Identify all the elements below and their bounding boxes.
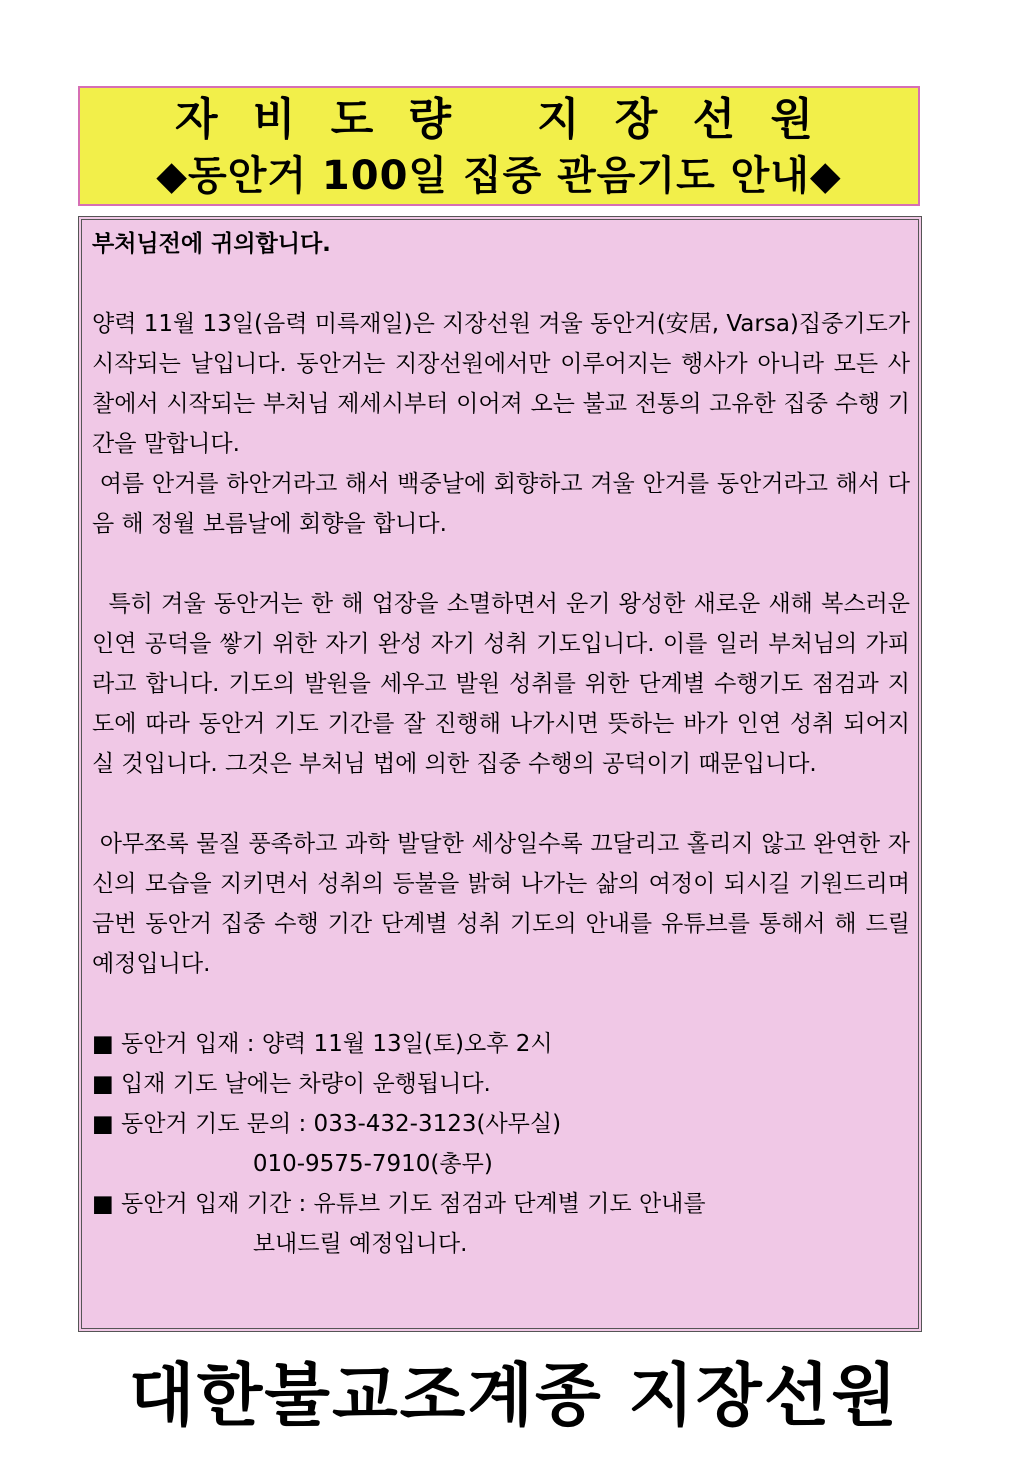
header-banner	[78, 86, 920, 206]
header-subtitle: ◆동안거 100일 집중 관음기도 안내◆	[156, 153, 842, 199]
info-item: 보내드릴 예정입니다.	[92, 1231, 468, 1257]
info-item: ■ 동안거 기도 문의 : 033-432-3123(사무실)	[92, 1111, 562, 1137]
info-item: ■ 동안거 입재 기간 : 유튜브 기도 점검과 단계별 기도 안내를	[92, 1191, 706, 1217]
info-item: ■ 입재 기도 날에는 차량이 운행됩니다.	[92, 1071, 491, 1097]
notice-box	[78, 216, 922, 1332]
info-item: 010-9575-7910(총무)	[92, 1151, 493, 1177]
header-title: 자 비 도 량 지 장 선 원	[175, 94, 823, 145]
paragraph-1: 양력 11월 13일(음력 미륵재일)은 지장선원 겨울 동안거(安居, Varsa)집중기도가 시작되는 날입니다. 동안거는 지장선원에서만 이루어지는 행사가 아니라 모든 사찰에서 시작되는 부처님 제세시부터 이어져 오는 불교 전통의 고유한 집중 수행 기간을 말합니다.	[92, 311, 910, 457]
info-list	[92, 1024, 910, 1264]
greeting: 부처님전에 귀의합니다.	[92, 231, 331, 257]
paragraph-4: 아무쪼록 물질 풍족하고 과학 발달한 세상일수록 끄달리고 홀리지 않고 완연한 자신의 모습을 지키면서 성취의 등불을 밝혀 나가는 삶의 여정이 되시길 기원드리며 금번 동안거 집중 수행 기간 단계별 성취 기도의 안내를 유튜브를 통해서 해 드릴 예정입니다.	[92, 831, 918, 977]
paragraph-3: 특히 겨울 동안거는 한 해 업장을 소멸하면서 운기 왕성한 새로운 새해 복스러운 인연 공덕을 쌓기 위한 자기 완성 자기 성취 기도입니다. 이를 일러 부처님의 가피라고 합니다. 기도의 발원을 세우고 발원 성취를 위한 단계별 수행기도 점검과 지도에 따라 동안거 기도 기간를 잘 진행해 나가시면 뜻하는 바가 인연 성취 되어지실 것입니다. 그것은 부처님 법에 의한 집중 수행의 공덕이기 때문입니다.	[92, 591, 918, 777]
info-item: ■ 동안거 입재 : 양력 11월 13일(토)오후 2시	[92, 1031, 553, 1057]
footer-organization: 대한불교조계종 지장선원	[128, 1357, 900, 1436]
paragraph-2: 여름 안거를 하안거라고 해서 백중날에 회향하고 겨울 안거를 동안거라고 해서 다음 해 정월 보름날에 회향을 합니다.	[92, 471, 911, 537]
notice-text	[92, 224, 918, 1264]
